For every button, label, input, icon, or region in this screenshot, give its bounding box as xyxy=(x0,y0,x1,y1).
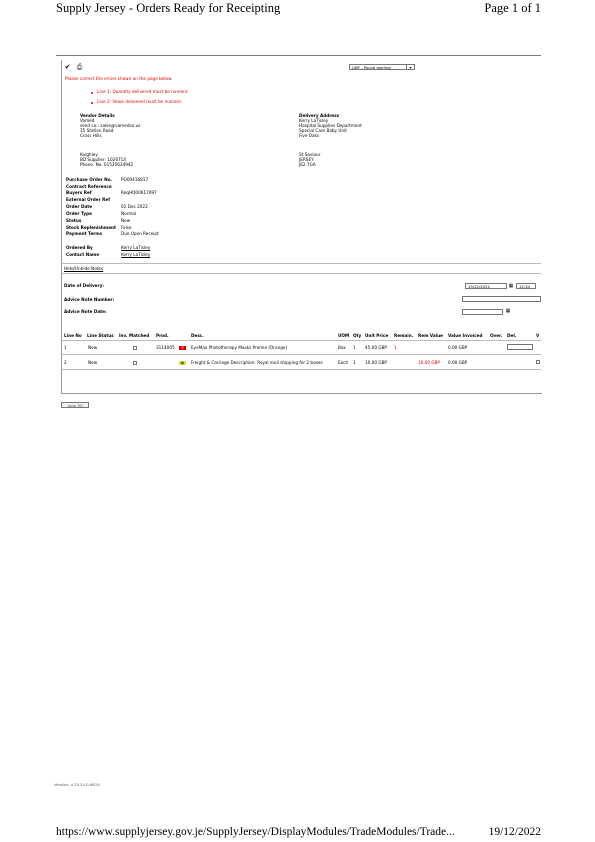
freight-icon: ● xyxy=(180,360,185,365)
order-field-label: Stock Replenishment xyxy=(66,225,117,230)
cell-uom: Box xyxy=(338,345,346,350)
delivery-line: JERSEY xyxy=(299,157,314,162)
vendor-heading: Vendor Details xyxy=(80,113,115,118)
hide-notes-link[interactable]: Hide/Unhide Notes xyxy=(64,266,104,271)
col-header-v: V xyxy=(536,333,540,338)
divider xyxy=(61,263,541,264)
order-field-label: Order Date xyxy=(66,204,93,209)
inv-matched-checkbox[interactable] xyxy=(133,346,137,350)
order-field-value: Normal xyxy=(121,211,137,216)
table-divider xyxy=(61,354,541,355)
col-header-inv-matched: Inv. Matched xyxy=(119,333,150,338)
delivery-line: Hospital Supplies Department xyxy=(299,123,362,128)
ordered-by-label: Ordered By xyxy=(66,245,93,250)
order-field-value: 01 Dec 2022 xyxy=(121,204,148,209)
delivery-line: JE2 7GA xyxy=(299,162,316,167)
col-header-del: Del. xyxy=(507,333,517,338)
vendor-line: Vamed xyxy=(80,118,95,123)
advice-number-input[interactable] xyxy=(462,296,541,302)
error-intro: Please correct the errors shown on the page below. xyxy=(65,76,173,81)
col-header-desc: Desc. xyxy=(191,333,204,338)
col-header-qty: Qty xyxy=(353,333,362,338)
cell-qty: 1 xyxy=(353,360,356,365)
col-header-rem-value: Rem Value xyxy=(418,333,443,338)
col-header-over: Over. xyxy=(490,333,503,338)
cell-remain: 1 xyxy=(394,345,397,350)
cell-desc: Freight & Carriage Description: Royal mail shipping for 2 boxes xyxy=(191,360,323,365)
advice-date-label: Advice Note Date: xyxy=(64,309,107,314)
value-delivered-checkbox[interactable] xyxy=(536,360,540,364)
contact-name-label: Contact Name xyxy=(66,252,100,257)
currency-select-value: GBP - Pound sterling xyxy=(352,65,391,70)
quantity-delivered-input[interactable] xyxy=(507,344,533,350)
cell-unit-price: 45.00 GBP xyxy=(365,345,387,350)
order-field-label: Payment Terms xyxy=(66,231,103,236)
order-field-label: Buyers Ref xyxy=(66,190,92,195)
order-field-value: PO00416817 xyxy=(121,177,149,182)
content-panel xyxy=(61,60,542,394)
date-of-delivery-label: Date of Delivery: xyxy=(64,283,104,288)
bullet-icon xyxy=(91,102,93,104)
error-item: Line 1: Quantity delivered must be numeric xyxy=(97,89,189,94)
vendor-line: Cross Hills xyxy=(80,133,102,138)
advice-number-label: Advice Note Number: xyxy=(64,297,115,302)
calendar-icon[interactable]: ▦ xyxy=(505,308,511,314)
page-number: Page 1 of 1 xyxy=(484,1,541,15)
table-divider xyxy=(61,369,541,370)
cell-uom: Each xyxy=(338,360,349,365)
delivery-heading: Delivery Address xyxy=(299,113,340,118)
vendor-line: Phone. No. 01535634942 xyxy=(80,162,134,167)
vendor-line: BD Supplier: 1026714 xyxy=(80,157,126,162)
delivery-line: St Saviour xyxy=(299,152,321,157)
col-header-unit-price: Unit Price xyxy=(365,333,389,338)
version-text: Version: 4.74.24.0-687A xyxy=(54,782,100,787)
cell-line-no: 2 xyxy=(64,360,67,365)
footer-url: https://www.supplyjersey.gov.je/SupplyJersey/DisplayModules/TradeModules/Trade... xyxy=(56,826,455,838)
order-field-value: New xyxy=(121,218,131,223)
order-field-value: Due Upon Receipt xyxy=(121,231,159,236)
delivery-line: Special Care Baby Unit xyxy=(299,128,347,133)
vendor-line: 15 Station Road xyxy=(80,128,114,133)
cell-invoiced: 0.00 GBP xyxy=(448,360,468,365)
calendar-icon[interactable]: ▦ xyxy=(508,283,514,289)
edit-icon[interactable]: ✔ xyxy=(64,63,71,71)
print-icon[interactable]: ⎙ xyxy=(76,63,83,71)
cell-status: New xyxy=(88,345,98,350)
cell-invoiced: 0.00 GBP xyxy=(448,345,468,350)
delivery-line: Five Oaks xyxy=(299,133,320,138)
footer-date: 19/12/2022 xyxy=(488,826,541,838)
col-header-value-invoiced: Value Invoiced xyxy=(448,333,483,338)
order-field-label: Contract Reference xyxy=(66,184,112,189)
col-header-line-status: Line Status xyxy=(87,333,114,338)
col-header-uom: UOM xyxy=(338,333,350,338)
order-field-value: ReqHQ00617097 xyxy=(121,190,157,195)
vendor-line: Keighley xyxy=(80,152,98,157)
delivery-line: Kerry LaTisley xyxy=(299,118,329,123)
advice-date-input[interactable] xyxy=(462,309,503,315)
page-header-title: Supply Jersey - Orders Ready for Receipting xyxy=(56,1,281,15)
order-field-value: False xyxy=(121,225,132,230)
col-header-remain: Remain. xyxy=(394,333,414,338)
cell-status: New xyxy=(88,360,98,365)
auto-fill-button[interactable]: Auto Fill xyxy=(61,402,89,408)
table-divider xyxy=(61,340,541,341)
order-field-label: External Order Ref xyxy=(66,197,111,202)
cell-desc: EyeMax Phototherapy Masks Premie (Orange) xyxy=(191,345,288,350)
product-icon: ✕ xyxy=(180,345,185,350)
col-header-line-no: Line No xyxy=(64,333,82,338)
col-header-prod: Prod. xyxy=(156,333,169,338)
chevron-down-icon: ▾ xyxy=(406,65,414,70)
error-item: Line 2: Value delivered must be numeric xyxy=(97,99,182,104)
contact-name-link[interactable]: Kerry LaTisley xyxy=(121,252,151,257)
order-field-label: Purchase Order No. xyxy=(66,177,113,182)
ordered-by-link[interactable]: Kerry LaTisley xyxy=(121,245,151,250)
cell-prod: 3114005 xyxy=(156,345,175,350)
order-field-label: Order Type xyxy=(66,211,92,216)
delivery-time-input[interactable]: 12:34 xyxy=(516,283,536,289)
currency-select[interactable] xyxy=(349,64,415,70)
order-field-label: Status xyxy=(66,218,82,223)
divider xyxy=(61,273,541,274)
cell-unit-price: 10.00 GBP xyxy=(365,360,387,365)
vendor-line: send co.: sales@vamedco.us xyxy=(80,123,141,128)
cell-line-no: 1 xyxy=(64,345,67,350)
bullet-icon xyxy=(91,92,93,94)
cell-rem-value: 10.00 GBP xyxy=(418,360,440,365)
cell-qty: 1 xyxy=(353,345,356,350)
inv-matched-checkbox[interactable] xyxy=(133,361,137,365)
delivery-date-input[interactable]: 19/12/2022 xyxy=(465,283,507,289)
